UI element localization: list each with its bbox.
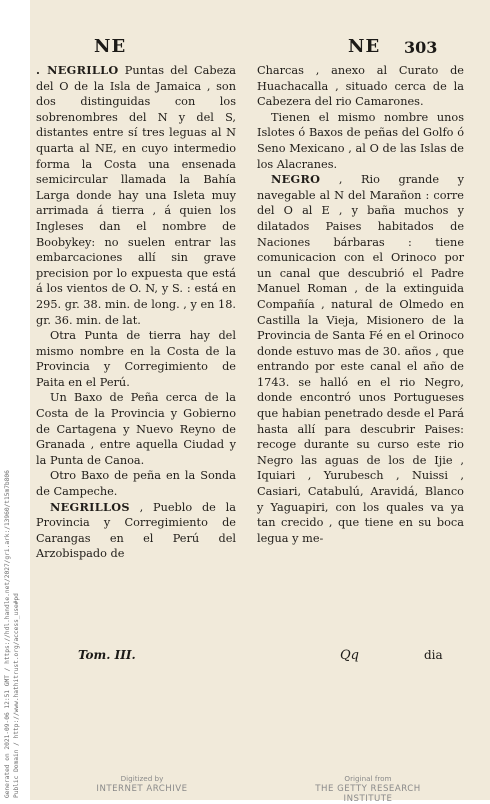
digitizer-label: Digitized by <box>120 774 164 783</box>
digitizer-credit <box>67 774 217 794</box>
watermark-line-1: Generated on 2021-09-06 12:51 GMT / https://hdl.handle.net/2027/gri.ark:/13960/t15m7b806 <box>4 470 11 798</box>
paragraph: Tienen el mismo nombre unos Islotes ó Baxos de peñas del Golfo ó Seno Mexicano , al O de las Islas de los Alacranes. <box>257 110 464 171</box>
entry-text: Puntas del Cabeza del O de la Isla de Jamaica , son dos distinguidas con los sobrenombres del N y del S, distantes entre sí tres leguas al N quarta al NE, en cuyo intermedio forma la Costa una ensenada semicircular llamada la Bahía Larga donde hay una Isleta muy arrimada á tierra , á quien los Ingleses dan el nombre de Boobykey: no suelen entrar las embarcaciones allí sin grave precision por lo expuesta que está á los vientos de O. N, y S. : está en 295. gr. 38. min. de long. , y en 18. gr. 36. min. de lat. <box>36 64 236 327</box>
paragraph: Otra Punta de tierra hay del mismo nombre en la Costa de la Provincia y Corregimiento de Paita en el Perú. <box>36 329 236 389</box>
entry-negrillo <box>36 63 236 328</box>
running-head-right: NE <box>348 36 381 57</box>
entry-text: , Pueblo de la Provincia y Corregimiento de Carangas en el Perú del Arzobispado de <box>36 500 236 561</box>
entry-headword: . NEGRILLO <box>36 63 119 77</box>
catchword: dia <box>424 648 443 662</box>
entry-text: , Rio grande y navegable al N del Marañon : corre del O al E , y baña muchos y dilatados Paises habitados de Naciones bárbaras : tiene comunicacion con el Orinoco por un canal que descubrió el Padre Manuel Roman , de la extinguida Compañía , natural de Olmedo en Castilla la Vieja, Misionero de la Provincia de Santa Fé en el Orinoco donde estuvo mas de 30. años , que entrando por este canal el año de 1743. se halló en el rio Negro, donde encontró unos Portugueses que habian penetrado desde el Pará hasta allí para descubrir Paises: recoge durante su curso este rio Negro las aguas de los de Ijie , Iquiari , Yurubesch , Nuissi , Casiari, Catabulú, Aravidá, Blanco y Yaguapiri, con los quales va ya tan crecido , que tiene en su boca legua y me- <box>257 173 464 545</box>
digitizer-name: INTERNET ARCHIVE <box>96 784 188 794</box>
running-head-left: NE <box>94 36 127 57</box>
entry-negro <box>257 172 464 546</box>
signature-mark: Qq <box>340 648 359 663</box>
page-number: 303 <box>404 38 438 57</box>
source-label: Original from <box>344 774 392 783</box>
left-column <box>36 63 236 562</box>
access-watermark <box>0 470 22 800</box>
volume-signature: Tom. III. <box>78 648 136 662</box>
paragraph: Otro Baxo de peña en la Sonda de Campeche. <box>36 469 236 499</box>
paragraph: Un Baxo de Peña cerca de la Costa de la Provincia y Gobierno de Cartagena y Nuevo Reyno de Granada , entre aquella Ciudad y la Punta de Canoa. <box>36 391 236 467</box>
watermark-line-2: Public Domain / http://www.hathitrust.org/access_use#pd <box>13 593 20 798</box>
entry-negrillos <box>36 500 236 562</box>
source-name: THE GETTY RESEARCH INSTITUTE <box>315 784 421 804</box>
entry-headword: NEGRO <box>271 172 321 187</box>
paragraph: Charcas , anexo al Curato de Huachacalla , situado cerca de la Cabezera del rio Camarones. <box>257 64 464 109</box>
right-column <box>257 63 464 546</box>
entry-headword: NEGRILLOS <box>50 499 130 514</box>
